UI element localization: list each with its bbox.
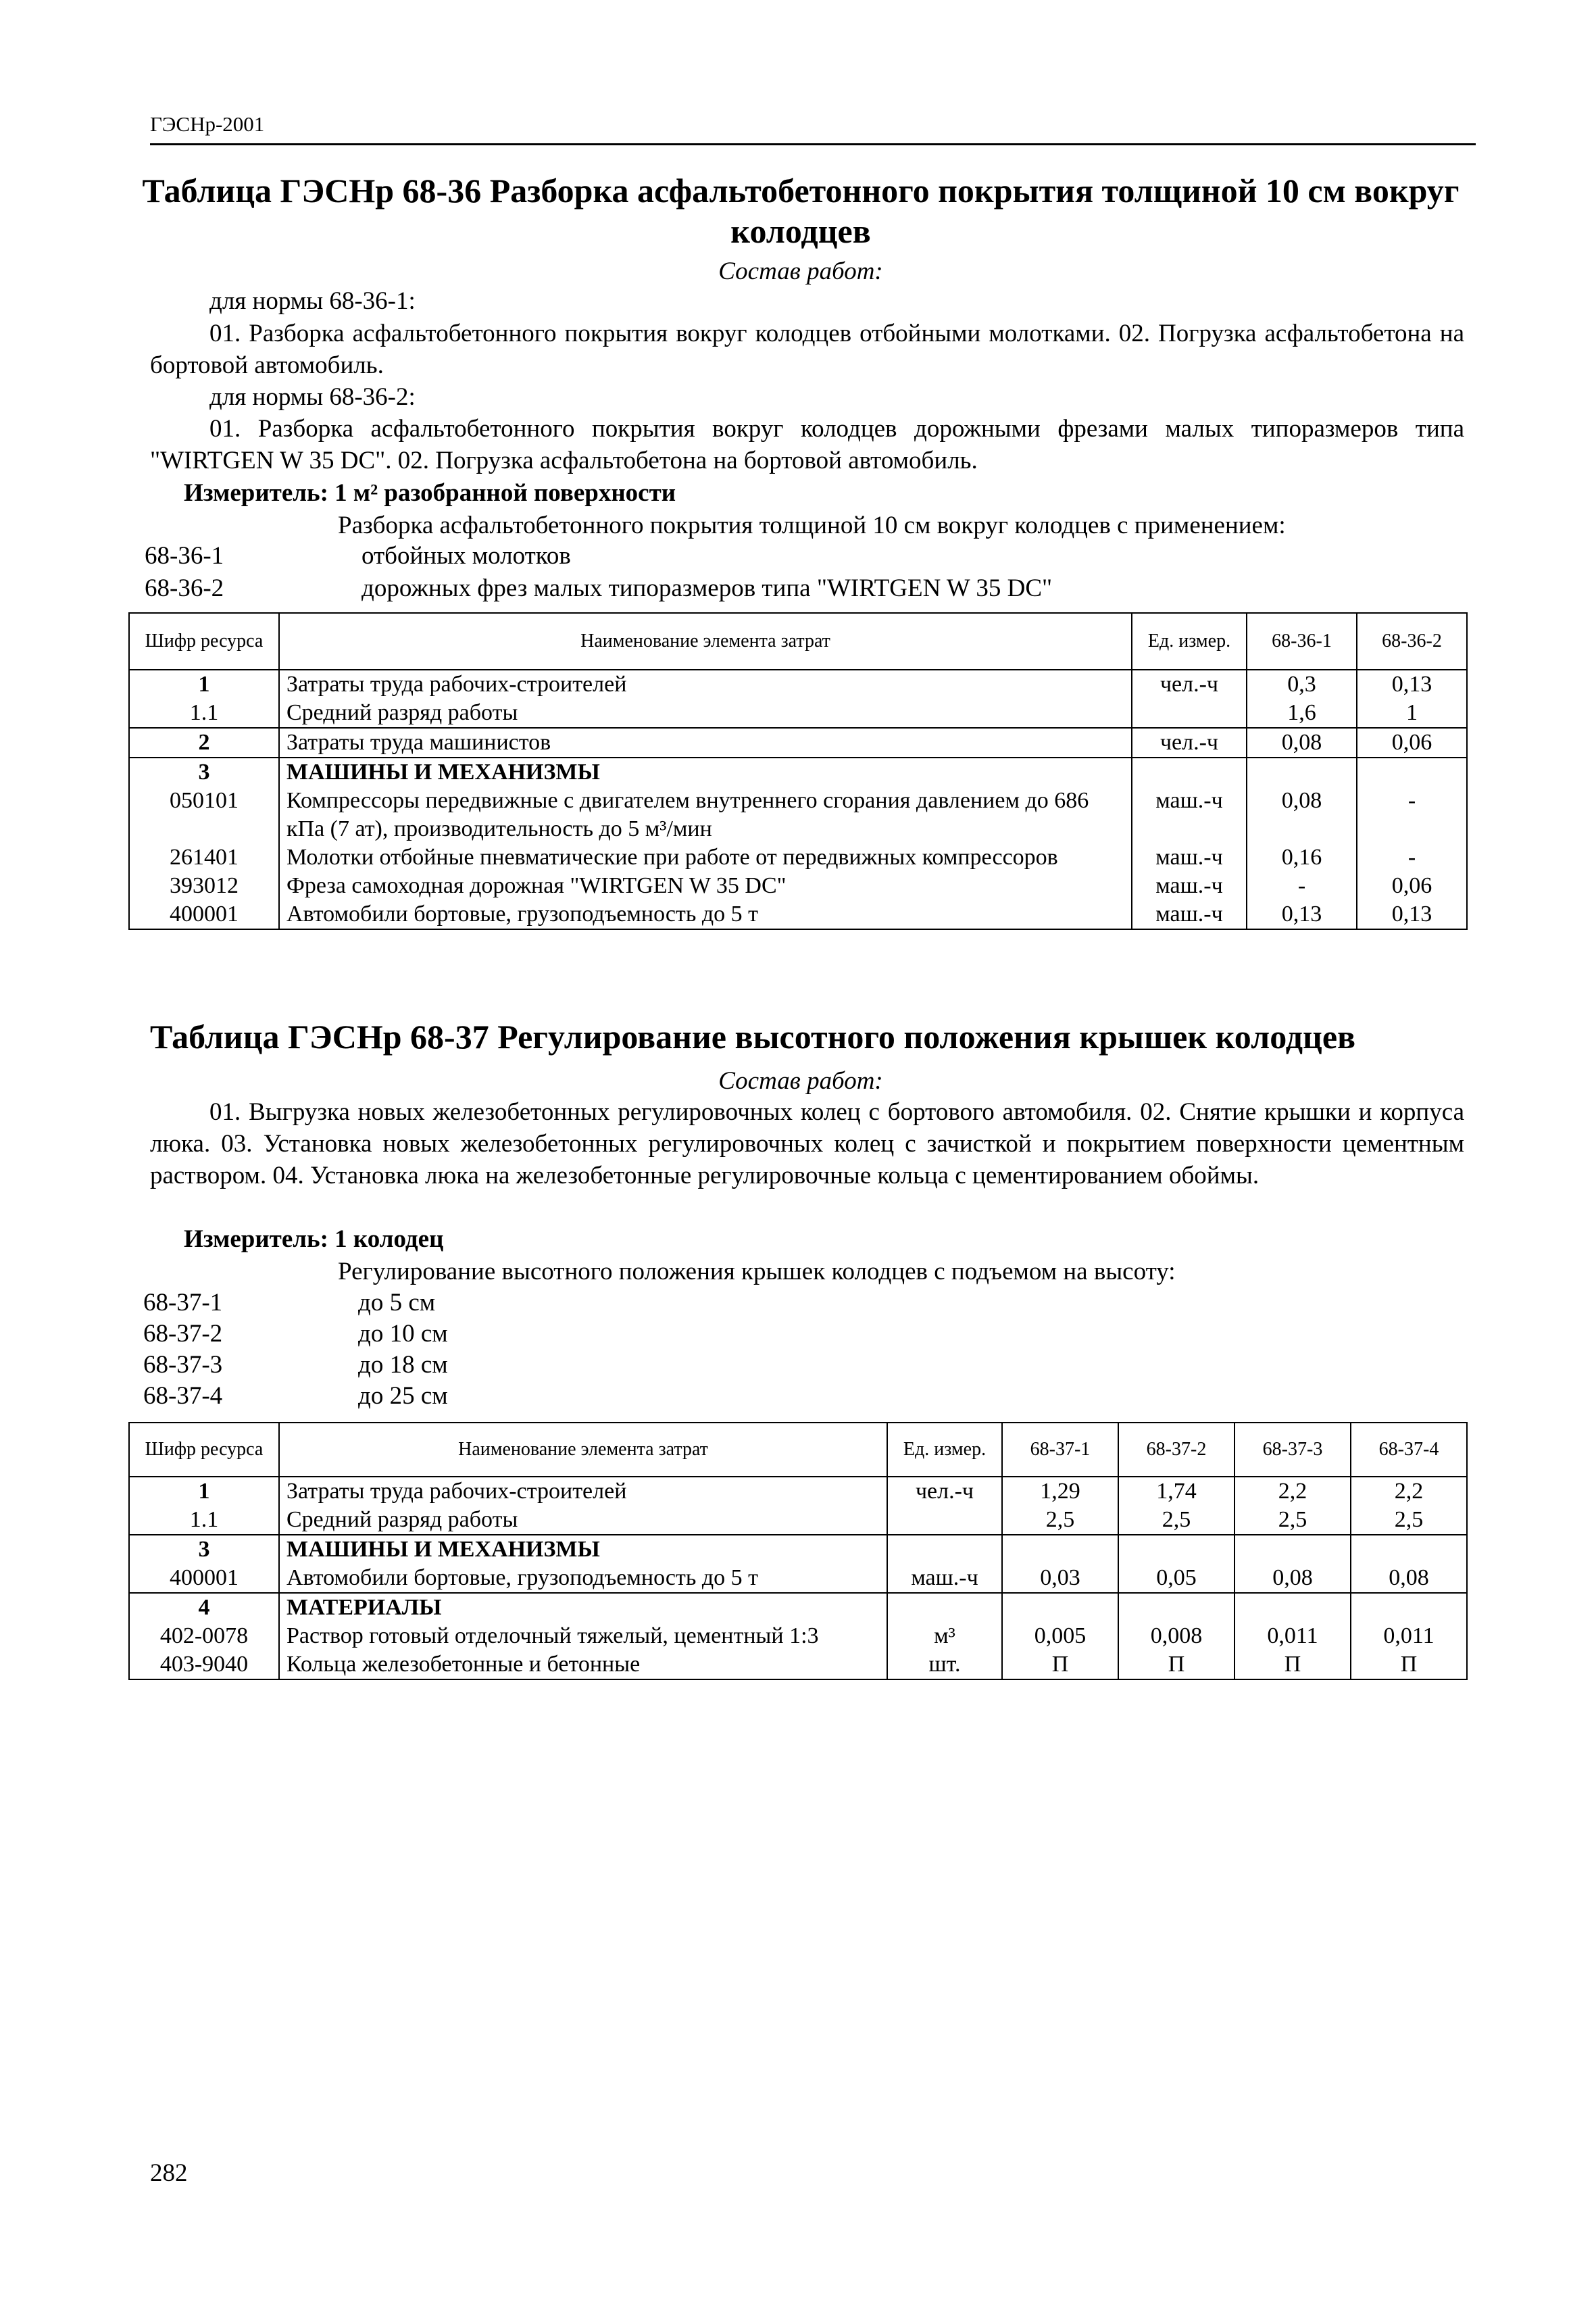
table1-code-2: 68-36-2 (145, 574, 224, 602)
table2-col-name: Наименование элемента затрат (279, 1423, 887, 1477)
table2-code-1: 68-37-1 (143, 1289, 223, 1316)
table2-text: 01. Выгрузка новых железобетонных регулировочных колец с бортового автомобиля. 02. Снятие крышки и корпуса люка. 03. Установка новых железобетонных регулировочных колец с зачисткой и покрытием поверхности цементным раствором. 04. Установка люка на железобетонные регулировочные кольца с цементированием обоймы. (150, 1098, 1464, 1189)
table2-measure: Измеритель: 1 колодец (184, 1225, 444, 1253)
table-row: 1.1 Средний разряд работы 1,6 1 (129, 699, 1467, 728)
table1-code-1: 68-36-1 (145, 542, 224, 570)
table1-norm2-text: 01. Разборка асфальтобетонного покрытия вокруг колодцев дорожными фрезами малых типоразмеров типа "WIRTGEN W 35 DC". 02. Погрузка асфальтобетона на бортовой автомобиль. (150, 415, 1464, 474)
header-rule (150, 143, 1476, 145)
table2-col-code: Шифр ресурса (129, 1423, 279, 1477)
table-row: 2 Затраты труда машинистов чел.-ч 0,08 0,06 (129, 728, 1467, 758)
table1-title-line2: колодцев (730, 212, 871, 250)
table2-col-v3: 68-37-3 (1235, 1423, 1351, 1477)
table-row: 1 Затраты труда рабочих-строителей чел.-ч 1,29 1,74 2,2 2,2 (129, 1477, 1467, 1506)
table2-code-3-desc: до 18 см (358, 1351, 448, 1379)
table2-col-v2: 68-37-2 (1118, 1423, 1235, 1477)
table2-title: Таблица ГЭСНр 68-37 Регулирование высотного положения крышек колодцев (150, 1018, 1356, 1056)
table-row: 403-9040 Кольца железобетонные и бетонные шт. П П П П (129, 1650, 1467, 1679)
table1-composition-label: Состав работ: (718, 257, 883, 285)
table-row: 393012 Фреза самоходная дорожная "WIRTGEN W 35 DC" маш.-ч - 0,06 (129, 872, 1467, 900)
table2-code-2: 68-37-2 (143, 1320, 223, 1348)
table1-norm1-text: 01. Разборка асфальтобетонного покрытия вокруг колодцев отбойными молотками. 02. Погрузка асфальтобетона на бортовой автомобиль. (150, 320, 1464, 379)
page-number: 282 (150, 2159, 188, 2187)
table1-col-code: Шифр ресурса (129, 613, 279, 670)
table1-measure: Измеритель: 1 м² разобранной поверхности (184, 479, 676, 507)
table2-code-1-desc: до 5 см (358, 1289, 436, 1316)
table2-col-v4: 68-37-4 (1351, 1423, 1467, 1477)
table1-intro: Разборка асфальтобетонного покрытия толщиной 10 см вокруг колодцев с применением: (338, 512, 1286, 539)
table2-code-3: 68-37-3 (143, 1351, 223, 1379)
table1-norm1-label: для нормы 68-36-1: (209, 287, 416, 315)
table-row: 4 МАТЕРИАЛЫ (129, 1593, 1467, 1622)
table1 (128, 612, 1468, 930)
table2-code-4: 68-37-4 (143, 1382, 223, 1410)
table2-header-row (129, 1423, 1467, 1477)
table-row: 1 Затраты труда рабочих-строителей чел.-ч 0,3 0,13 (129, 670, 1467, 699)
table1-code-1-desc: отбойных молотков (361, 542, 571, 570)
table2-code-4-desc: до 25 см (358, 1382, 448, 1410)
table1-norm2-label: для нормы 68-36-2: (209, 383, 416, 411)
table1-code-2-desc: дорожных фрез малых типоразмеров типа "WIRTGEN W 35 DC" (361, 574, 1053, 602)
table-row: 050101 Компрессоры передвижные с двигателем внутреннего сгорания давлением до 686 кПа (7 ат), производительность до 5 м³/мин маш.-ч 0,08 - (129, 787, 1467, 843)
table-row: 3 МАШИНЫ И МЕХАНИЗМЫ (129, 758, 1467, 787)
table2-intro: Регулирование высотного положения крышек колодцев с подъемом на высоту: (338, 1258, 1176, 1285)
table-row: 261401 Молотки отбойные пневматические при работе от передвижных компрессоров маш.-ч 0,16 - (129, 843, 1467, 872)
table2-col-v1: 68-37-1 (1002, 1423, 1118, 1477)
table-row: 402-0078 Раствор готовый отделочный тяжелый, цементный 1:3 м³ 0,005 0,008 0,011 0,011 (129, 1622, 1467, 1650)
table1-col-v2: 68-36-2 (1357, 613, 1467, 670)
table1-col-name: Наименование элемента затрат (279, 613, 1132, 670)
table1-title-line1: Таблица ГЭСНр 68-36 Разборка асфальтобетонного покрытия толщиной 10 см вокруг (142, 172, 1460, 210)
table-row: 1.1 Средний разряд работы 2,5 2,5 2,5 2,5 (129, 1506, 1467, 1535)
table2-composition-label: Состав работ: (718, 1067, 883, 1095)
running-header: ГЭСНр-2001 (150, 112, 265, 136)
table2 (128, 1422, 1468, 1680)
table1-col-unit: Ед. измер. (1132, 613, 1247, 670)
table2-col-unit: Ед. измер. (887, 1423, 1002, 1477)
table2-code-2-desc: до 10 см (358, 1320, 448, 1348)
table1-header-row (129, 613, 1467, 670)
table-row: 400001 Автомобили бортовые, грузоподъемность до 5 т маш.-ч 0,13 0,13 (129, 900, 1467, 929)
table-row: 3 МАШИНЫ И МЕХАНИЗМЫ (129, 1535, 1467, 1564)
table1-col-v1: 68-36-1 (1247, 613, 1357, 670)
table-row: 400001 Автомобили бортовые, грузоподъемность до 5 т маш.-ч 0,03 0,05 0,08 0,08 (129, 1564, 1467, 1593)
